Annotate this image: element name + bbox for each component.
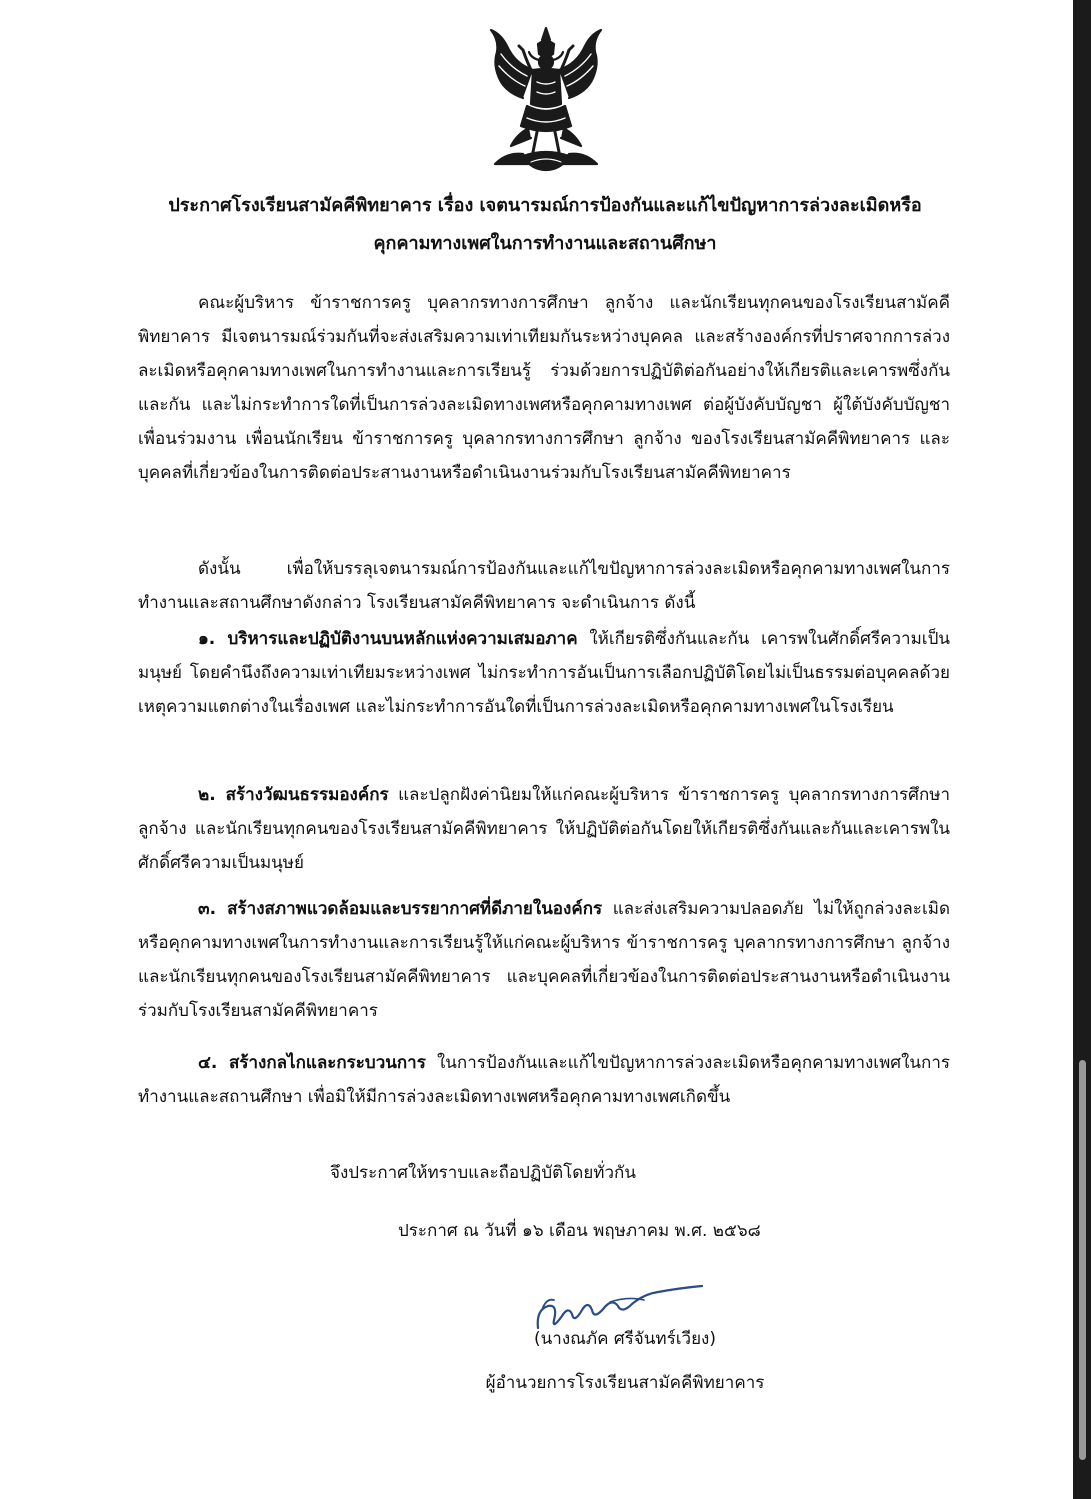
signatory-name: (นางณภัค ศรีจันทร์เวียง) — [534, 1329, 716, 1349]
list-item-heading: ๒. สร้างวัฒนธรรมองค์กร — [198, 785, 389, 805]
list-item-text: ให้เกียรติซึ่งกันและกัน เคารพในศักดิ์ศรีความเป็นมนุษย์ โดยคำนึงถึงความเท่าเทียมระหว่างเพศ ไม่กระทำการอันเป็นการเลือกปฏิบัติโดยไม่เป็นธรรมต่อบุคคลด้วยเหตุความแตกต่างในเรื่องเพศ และไม่กระทำการอันใดที่เป็นการล่วงละเมิดหรือคุกคามทางเพศในโรงเรียน — [138, 629, 950, 717]
list-item — [138, 1046, 950, 1114]
lead-paragraph: ดังนั้น เพื่อให้บรรลุเจตนารมณ์การป้องกันและแก้ไขปัญหาการล่วงละเมิดหรือคุกคามทางเพศในการทำงานและสถานศึกษาดังกล่าว โรงเรียนสามัคคีพิทยาคาร จะดำเนินการ ดังนี้ — [138, 559, 950, 613]
signatory-position: ผู้อำนวยการโรงเรียนสามัคคีพิทยาคาร — [485, 1373, 765, 1393]
list-item-text: และส่งเสริมความปลอดภัย ไม่ให้ถูกล่วงละเมิดหรือคุกคามทางเพศในการทำงานและการเรียนรู้ให้แก่คณะผู้บริหาร ข้าราชการครู บุคลากรทางการศึกษา ลูกจ้าง และนักเรียนทุกคนของโรงเรียนสามัคคีพิทยาคาร และบุคคลที่เกี่ยวข้องในการติดต่อประสานงานหรือดำเนินงานร่วมกับโรงเรียนสามัคคีพิทยาคาร — [138, 899, 950, 1021]
list-item-heading: ๔. สร้างกลไกและกระบวนการ — [198, 1053, 426, 1073]
intro-paragraph: คณะผู้บริหาร ข้าราชการครู บุคลากรทางการศึกษา ลูกจ้าง และนักเรียนทุกคนของโรงเรียนสามัคคีพิทยาคาร มีเจตนารมณ์ร่วมกันที่จะส่งเสริมความเท่าเทียมกันระหว่างบุคคล และสร้างองค์กรที่ปราศจากการล่วงละเมิดหรือคุกคามทางเพศในการทำงานและการเรียนรู้ ร่วมด้วยการปฏิบัติต่อกันอย่างให้เกียรติและเคารพซึ่งกันและกัน และไม่กระทำการใดที่เป็นการล่วงละเมิดทางเพศหรือคุกคามทางเพศ ต่อผู้บังคับบัญชา ผู้ใต้บังคับบัญชา เพื่อนร่วมงาน เพื่อนนักเรียน ข้าราชการครู บุคลากรทางการศึกษา ลูกจ้าง ของโรงเรียนสามัคคีพิทยาคาร และบุคคลที่เกี่ยวข้องในการติดต่อประสานงานหรือดำเนินงานร่วมกับโรงเรียนสามัคคีพิทยาคาร — [138, 293, 950, 483]
closing-statement: จึงประกาศให้ทราบและถือปฏิบัติโดยทั่วกัน — [330, 1163, 636, 1183]
list-item — [138, 892, 950, 1028]
list-item-text: ในการป้องกันและแก้ไขปัญหาการล่วงละเมิดหรือคุกคามทางเพศในการทำงานและสถานศึกษา เพื่อมิให้มีการล่วงละเมิดทางเพศหรือคุกคามทางเพศเกิดขึ้น — [138, 1053, 950, 1107]
scrollbar-thumb[interactable] — [1079, 1060, 1086, 1460]
announcement-title-line-1: ประกาศโรงเรียนสามัคคีพิทยาคาร เรื่อง เจตนารมณ์การป้องกันและแก้ไขปัญหาการล่วงละเมิดหรือ — [168, 195, 922, 216]
viewer-edge-bar — [1073, 0, 1091, 1499]
list-item-heading: ๓. สร้างสภาพแวดล้อมและบรรยากาศที่ดีภายในองค์กร — [198, 899, 603, 919]
announcement-title-line-2: คุกคามทางเพศในการทำงานและสถานศึกษา — [373, 233, 717, 254]
list-item — [138, 622, 950, 724]
announcement-date: ประกาศ ณ วันที่ ๑๖ เดือน พฤษภาคม พ.ศ. ๒๕๖๘ — [398, 1221, 761, 1241]
garuda-emblem-icon — [487, 24, 605, 174]
list-item — [138, 778, 950, 880]
list-item-text: และปลูกฝังค่านิยมให้แก่คณะผู้บริหาร ข้าราชการครู บุคลากรทางการศึกษา ลูกจ้าง และนักเรียนทุกคนของโรงเรียนสามัคคีพิทยาคาร ให้ปฏิบัติต่อกันโดยให้เกียรติซึ่งกันและกันและเคารพในศักดิ์ศรีความเป็นมนุษย์ — [138, 785, 950, 873]
list-item-heading: ๑. บริหารและปฏิบัติงานบนหลักแห่งความเสมอภาค — [198, 629, 578, 649]
